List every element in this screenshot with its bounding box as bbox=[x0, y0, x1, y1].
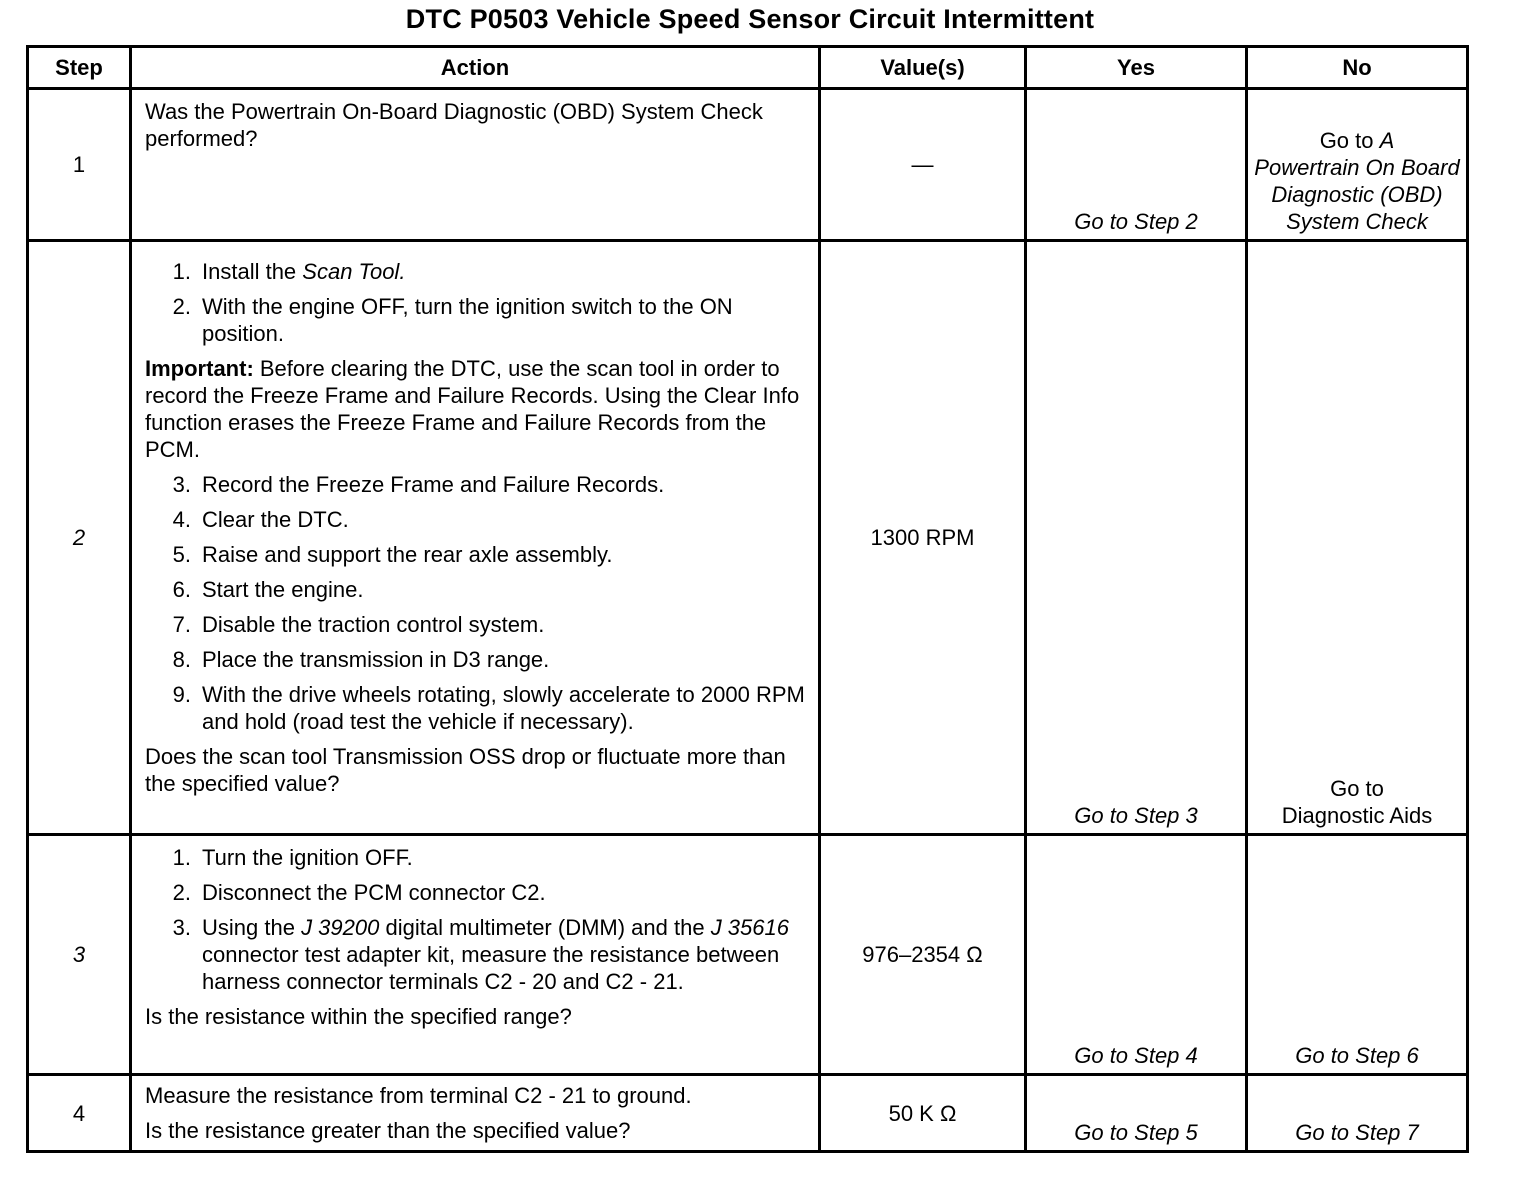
list-item: 9. With the drive wheels rotating, slowly accelerate to 2000 RPM and hold (road test the vehicle if necessary). bbox=[172, 682, 805, 734]
no-italic-start: A bbox=[1379, 128, 1395, 153]
header-row bbox=[28, 47, 1468, 89]
diagnostic-table bbox=[26, 45, 1469, 1153]
table-row-step-3 bbox=[28, 835, 1468, 1075]
page-title: DTC P0503 Vehicle Speed Sensor Circuit Intermittent bbox=[405, 4, 1095, 34]
list-item: 8. Place the transmission in D3 range. bbox=[172, 647, 550, 672]
list-item: 1. Install the Scan Tool. bbox=[172, 259, 406, 284]
no-line-2: Diagnostic Aids bbox=[1281, 803, 1433, 828]
action-steps bbox=[145, 844, 808, 995]
no-prefix: Go to bbox=[1319, 128, 1374, 153]
action-cell bbox=[131, 241, 820, 835]
header-action: Action bbox=[131, 47, 820, 89]
action-cell bbox=[131, 835, 820, 1075]
value-cell: 50 K Ω bbox=[820, 1075, 1026, 1152]
no-cell: Go to Step 7 bbox=[1247, 1075, 1468, 1152]
value-cell: — bbox=[820, 89, 1026, 241]
header-no: No bbox=[1247, 47, 1468, 89]
table-row-step-4 bbox=[28, 1075, 1468, 1152]
no-line-1: Go to bbox=[1330, 776, 1384, 801]
action-question: Is the resistance within the specified range? bbox=[145, 1004, 572, 1029]
action-question: Was the Powertrain On-Board Diagnostic (OBD) System Check performed? bbox=[145, 99, 763, 151]
action-question: Does the scan tool Transmission OSS drop or fluctuate more than the specified value? bbox=[145, 744, 786, 796]
action-cell bbox=[131, 89, 820, 241]
yes-cell: Go to Step 4 bbox=[1026, 835, 1247, 1075]
list-item: 3. Using the J 39200 digital multimeter (DMM) and the J 35616 connector test adapter kit, measure the resistance between harness connector terminals C2 - 20 and C2 - 21. bbox=[172, 915, 789, 994]
step-number: 4 bbox=[28, 1075, 131, 1152]
yes-cell: Go to Step 5 bbox=[1026, 1075, 1247, 1152]
header-values: Value(s) bbox=[820, 47, 1026, 89]
action-steps-b bbox=[145, 471, 808, 735]
step-number: 1 bbox=[28, 89, 131, 241]
header-step: Step bbox=[28, 47, 131, 89]
list-item: 1. Turn the ignition OFF. bbox=[172, 845, 413, 870]
list-item: 5. Raise and support the rear axle assembly. bbox=[172, 542, 613, 567]
list-item: 2. Disconnect the PCM connector C2. bbox=[172, 880, 546, 905]
list-item: 4. Clear the DTC. bbox=[172, 507, 349, 532]
important-note: Important: Before clearing the DTC, use the scan tool in order to record the Freeze Frame and Failure Records. Using the Clear Info function erases the Freeze Frame and Failure Records from the PCM. bbox=[145, 356, 800, 462]
header-yes: Yes bbox=[1026, 47, 1247, 89]
step-number: 3 bbox=[28, 835, 131, 1075]
no-cell bbox=[1247, 241, 1468, 835]
yes-cell: Go to Step 3 bbox=[1026, 241, 1247, 835]
yes-cell: Go to Step 2 bbox=[1026, 89, 1247, 241]
action-cell bbox=[131, 1075, 820, 1152]
value-cell: 976–2354 Ω bbox=[820, 835, 1026, 1075]
no-italic-rest: Powertrain On Board Diagnostic (OBD) System Check bbox=[1254, 155, 1460, 234]
no-cell bbox=[1247, 89, 1468, 241]
list-item: 2. With the engine OFF, turn the ignition switch to the ON position. bbox=[172, 294, 733, 346]
action-steps-a bbox=[145, 258, 808, 347]
list-item: 7. Disable the traction control system. bbox=[172, 612, 545, 637]
action-line: Measure the resistance from terminal C2 - 21 to ground. bbox=[145, 1083, 692, 1108]
no-cell: Go to Step 6 bbox=[1247, 835, 1468, 1075]
value-cell: 1300 RPM bbox=[820, 241, 1026, 835]
step-number: 2 bbox=[28, 241, 131, 835]
action-question: Is the resistance greater than the specified value? bbox=[145, 1118, 631, 1143]
list-item: 6. Start the engine. bbox=[172, 577, 364, 602]
list-item: 3. Record the Freeze Frame and Failure Records. bbox=[172, 472, 665, 497]
table-row-step-2 bbox=[28, 241, 1468, 835]
table-row-step-1 bbox=[28, 89, 1468, 241]
